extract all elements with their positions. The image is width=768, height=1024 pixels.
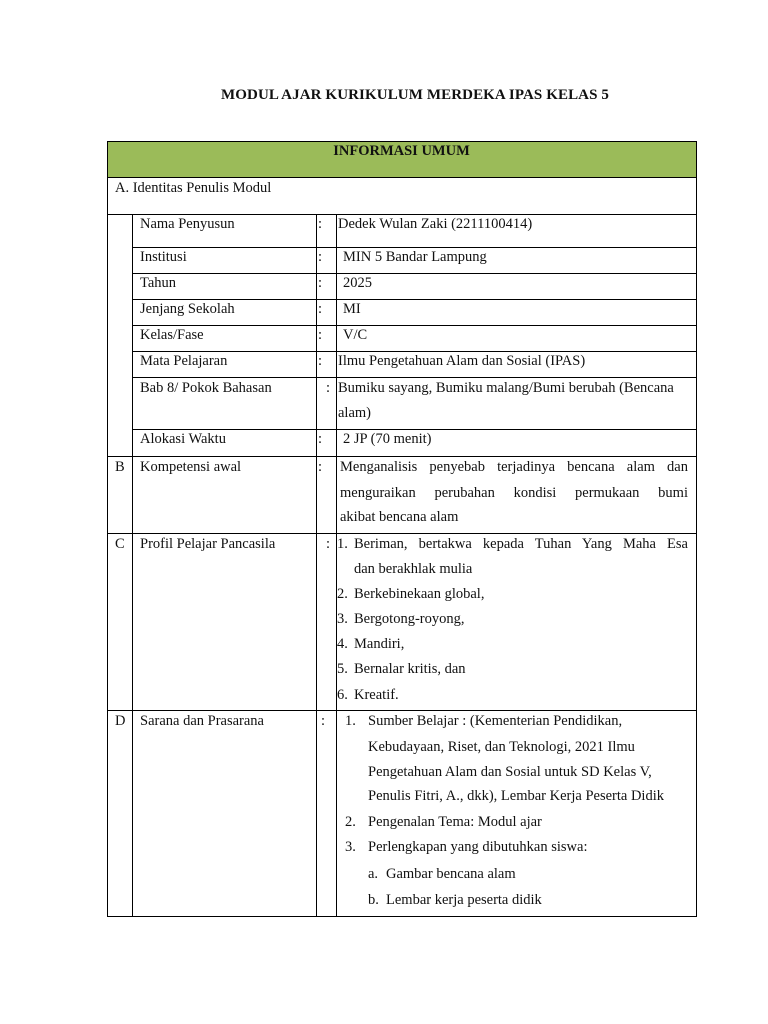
list-item-number: 4. [337,636,348,652]
table-rule [132,273,697,274]
row-label: Nama Penyusun [140,216,235,232]
document-title: MODUL AJAR KURIKULUM MERDEKA IPAS KELAS 5 [220,87,610,103]
row-separator: : [318,249,323,265]
row-separator: : [318,327,323,343]
list-item-text: Mandiri, [354,636,405,652]
section-b-letter: B [115,459,125,475]
section-b-text-line: akibat bencana alam [340,509,459,525]
row-separator: : [326,380,331,396]
list-item-text: Kebudayaan, Riset, dan Teknologi, 2021 Ilmu [368,739,635,755]
section-d-label: Sarana dan Prasarana [140,713,264,729]
list-item-text: Pengenalan Tema: Modul ajar [368,814,542,830]
row-value: alam) [338,405,372,421]
sublist-item-letter: a. [368,866,379,882]
table-rule [132,377,697,378]
list-item-text: Beriman, bertakwa kepada Tuhan Yang Maha Esa [354,536,688,552]
table-border-right [696,141,697,917]
row-label: Bab 8/ Pokok Bahasan [140,380,272,396]
table-column-rule [336,214,337,917]
list-item-text: Bernalar kritis, dan [354,661,466,677]
row-label: Institusi [140,249,187,265]
sublist-item-text: Gambar bencana alam [386,866,516,882]
list-item-number: 2. [345,814,356,830]
list-item-text: Kreatif. [354,687,399,703]
list-item-number: 1. [345,713,356,729]
row-value: Dedek Wulan Zaki (2211100414) [338,216,533,232]
list-item-text: Penulis Fitri, A., dkk), Lembar Kerja Peserta Didik [368,788,664,804]
section-c-letter: C [115,536,125,552]
section-b-separator: : [318,459,323,475]
section-a-label: A. Identitas Penulis Modul [115,180,272,196]
row-value: Ilmu Pengetahuan Alam dan Sosial (IPAS) [338,353,586,369]
list-item-text: Berkebinekaan global, [354,586,485,602]
table-column-rule [316,214,317,917]
section-c-separator: : [326,536,331,552]
row-separator: : [318,216,323,232]
row-separator: : [318,275,323,291]
list-item-text: Pengetahuan Alam dan Sosial untuk SD Kelas V, [368,764,652,780]
list-item-number: 6. [337,687,348,703]
list-item-number: 1. [337,536,348,552]
table-border-left [107,141,108,917]
row-label: Jenjang Sekolah [140,301,235,317]
row-separator: : [318,301,323,317]
list-item-text: Sumber Belajar : (Kementerian Pendidikan, [368,713,623,729]
section-b-text-line: Menganalisis penyebab terjadinya bencana alam dan [340,459,688,475]
table-border-bottom [107,916,697,917]
table-rule [107,710,697,711]
row-value: V/C [343,327,368,343]
row-value: 2025 [343,275,372,291]
section-d-letter: D [115,713,126,729]
row-label: Mata Pelajaran [140,353,228,369]
table-column-rule [132,214,133,917]
row-value: MIN 5 Bandar Lampung [343,249,487,265]
list-item-text: Bergotong-royong, [354,611,465,627]
row-value: Bumiku sayang, Bumiku malang/Bumi berubah (Bencana [338,380,674,396]
section-b-text-line: menguraikan perubahan kondisi permukaan bumi [340,485,688,501]
row-label: Alokasi Waktu [140,431,226,447]
table-rule [107,533,697,534]
row-value: 2 JP (70 menit) [343,431,432,447]
list-item-number: 3. [337,611,348,627]
section-b-label: Kompetensi awal [140,459,242,475]
row-value: MI [343,301,361,317]
sublist-item-text: Lembar kerja peserta didik [386,892,542,908]
list-item-number: 5. [337,661,348,677]
section-d-separator: : [321,713,326,729]
row-separator: : [318,431,323,447]
list-item-text: dan berakhlak mulia [354,561,473,577]
row-label: Kelas/Fase [140,327,204,343]
row-label: Tahun [140,275,177,291]
sublist-item-letter: b. [368,892,379,908]
table-rule [132,325,697,326]
list-item-number: 2. [337,586,348,602]
table-rule [107,456,697,457]
list-item-number: 3. [345,839,356,855]
section-c-label: Profil Pelajar Pancasila [140,536,276,552]
row-separator: : [318,353,323,369]
list-item-text: Perlengkapan yang dibutuhkan siswa: [368,839,588,855]
table-rule [107,177,697,178]
section-header-title: INFORMASI UMUM [333,143,470,159]
